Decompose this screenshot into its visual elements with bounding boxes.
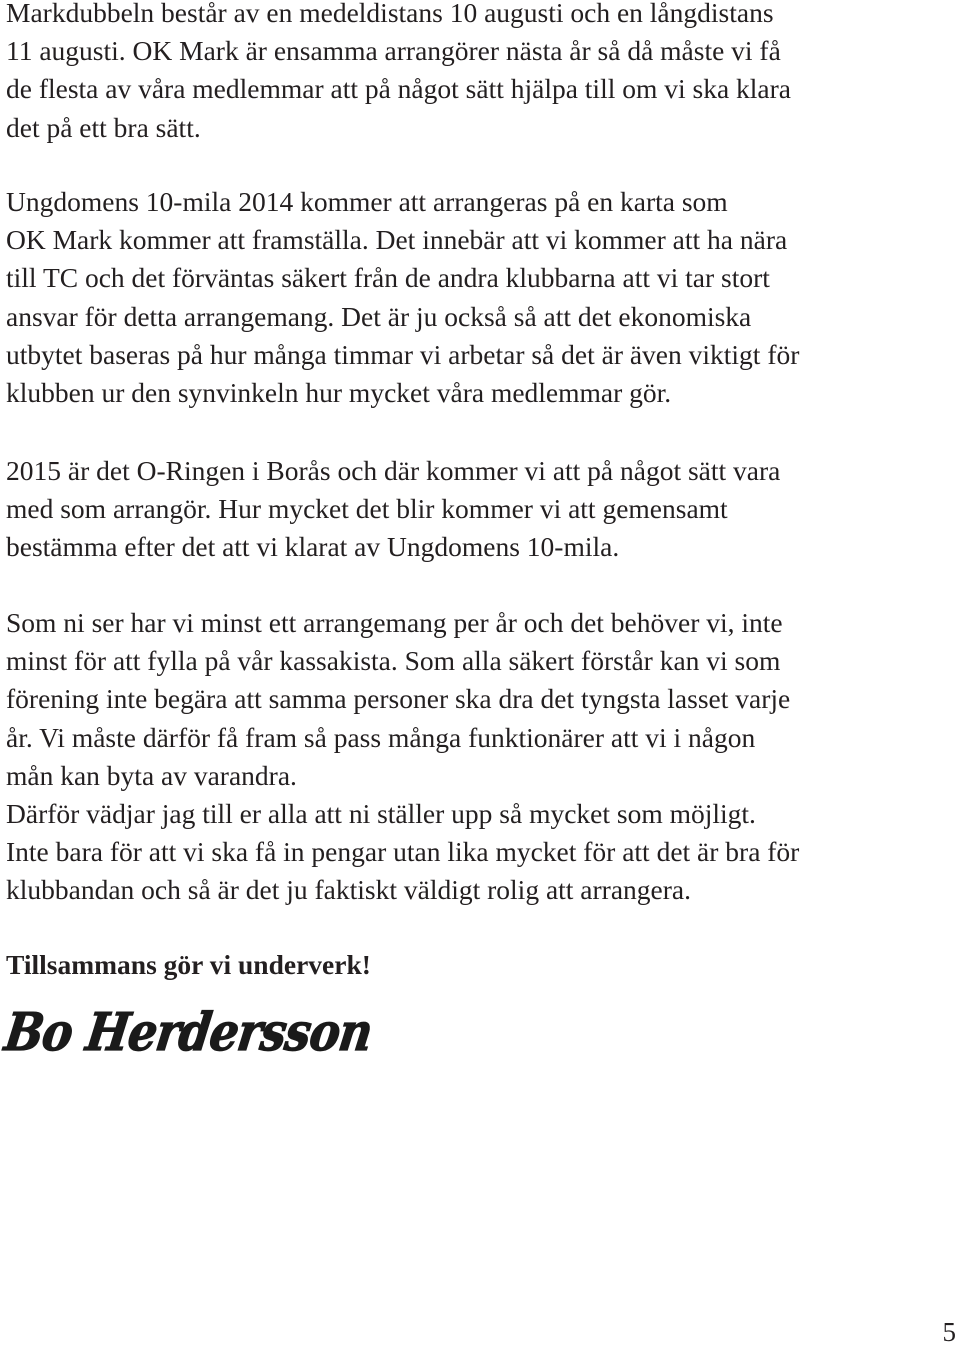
paragraph-ungdomens-10-mila: Ungdomens 10-mila 2014 kommer att arrangeras på en karta som OK Mark kommer att framställa. Det innebär att vi kommer att ha nära till TC och det förväntas säkert från de andra klubbarna att vi tar stort ansvar för detta arrangemang. Det är ju också så att det ekonomiska utbytet baseras på hur många timmar vi arbetar så det är även viktigt för klubben ur den synvinkeln hur mycket våra medlemmar gör.	[6, 186, 800, 409]
paragraph-arrangemang: Som ni ser har vi minst ett arrangemang per år och det behöver vi, inte minst för att fylla på vår kassakista. Som alla säkert förstår kan vi som förening inte begära att samma personer ska dra det tyngsta lasset varje år. Vi måste därför få fram så pass många funktionärer att vi i någon mån kan byta av varandra. Därför vädjar jag till er alla att ni ställer upp så mycket som möjligt. Inte bara för att vi ska få in pengar utan lika mycket för att det är bra för klubbandan och så är det ju faktiskt väldigt rolig att arrangera.	[6, 607, 800, 906]
paragraph-o-ringen: 2015 är det O-Ringen i Borås och där kommer vi att på något sätt vara med som arrangör. Hur mycket det blir kommer vi att gemensamt bestämma efter det att vi klarat av Ungdomens 10-mila.	[6, 455, 781, 563]
paragraph-markdubbeln: Markdubbeln består av en medeldistans 10 augusti och en långdistans 11 augusti. OK Mark är ensamma arrangörer nästa år så då måste vi få de flesta av våra medlemmar att på något sätt hjälpa till om vi ska klara det på ett bra sätt.	[6, 0, 791, 143]
closing-line: Tillsammans gör vi underverk!	[6, 949, 371, 980]
page-number: 5	[942, 1317, 956, 1347]
handwritten-signature	[1, 1000, 431, 1063]
signature-text: Bo Herdersson	[1, 1002, 431, 1063]
